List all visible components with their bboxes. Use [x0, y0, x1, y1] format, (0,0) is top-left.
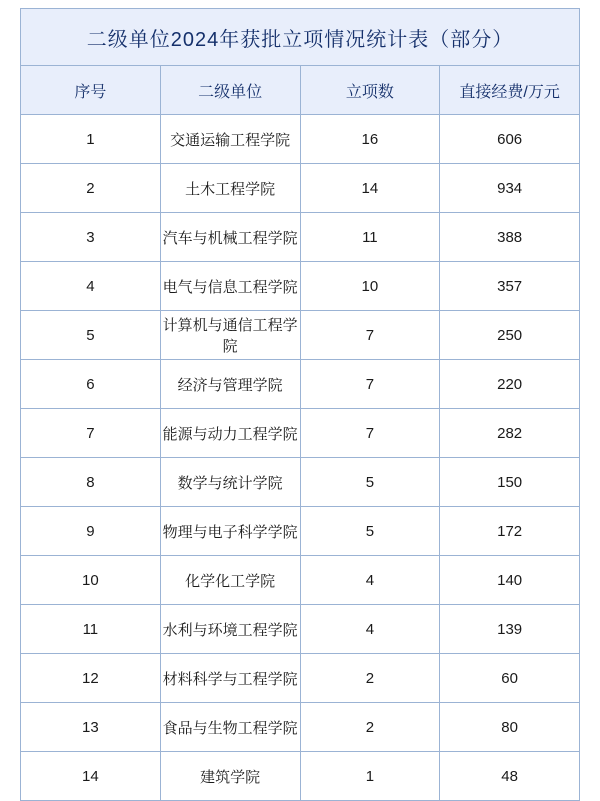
column-header-fund: 直接经费/万元 — [440, 66, 580, 115]
cell-index: 13 — [21, 703, 161, 752]
cell-fund: 606 — [440, 115, 580, 164]
cell-count: 1 — [300, 752, 440, 801]
cell-fund: 150 — [440, 458, 580, 507]
cell-fund: 357 — [440, 262, 580, 311]
cell-unit: 化学化工学院 — [160, 556, 300, 605]
cell-count: 5 — [300, 507, 440, 556]
cell-count: 2 — [300, 654, 440, 703]
cell-index: 2 — [21, 164, 161, 213]
table-row — [21, 311, 580, 360]
cell-unit: 水利与环境工程学院 — [160, 605, 300, 654]
cell-fund: 140 — [440, 556, 580, 605]
cell-fund: 250 — [440, 311, 580, 360]
cell-unit: 计算机与通信工程学院 — [160, 311, 300, 360]
table-row — [21, 507, 580, 556]
table-row — [21, 654, 580, 703]
table-row — [21, 605, 580, 654]
cell-fund: 60 — [440, 654, 580, 703]
statistics-table-container — [20, 8, 580, 801]
table-row — [21, 213, 580, 262]
table-row — [21, 752, 580, 801]
cell-index: 8 — [21, 458, 161, 507]
cell-count: 10 — [300, 262, 440, 311]
cell-unit: 数学与统计学院 — [160, 458, 300, 507]
cell-fund: 220 — [440, 360, 580, 409]
cell-fund: 139 — [440, 605, 580, 654]
cell-unit: 材料科学与工程学院 — [160, 654, 300, 703]
cell-unit: 经济与管理学院 — [160, 360, 300, 409]
cell-unit: 土木工程学院 — [160, 164, 300, 213]
table-row — [21, 115, 580, 164]
cell-fund: 388 — [440, 213, 580, 262]
column-header-count: 立项数 — [300, 66, 440, 115]
cell-count: 16 — [300, 115, 440, 164]
page-title: 二级单位2024年获批立项情况统计表（部分） — [21, 9, 580, 66]
cell-fund: 282 — [440, 409, 580, 458]
cell-unit: 汽车与机械工程学院 — [160, 213, 300, 262]
cell-index: 7 — [21, 409, 161, 458]
cell-count: 2 — [300, 703, 440, 752]
cell-count: 5 — [300, 458, 440, 507]
cell-index: 14 — [21, 752, 161, 801]
cell-unit: 能源与动力工程学院 — [160, 409, 300, 458]
cell-index: 4 — [21, 262, 161, 311]
cell-count: 7 — [300, 311, 440, 360]
cell-index: 6 — [21, 360, 161, 409]
table-row — [21, 164, 580, 213]
cell-index: 11 — [21, 605, 161, 654]
table-row — [21, 556, 580, 605]
cell-fund: 934 — [440, 164, 580, 213]
cell-index: 10 — [21, 556, 161, 605]
column-header-unit: 二级单位 — [160, 66, 300, 115]
cell-unit: 建筑学院 — [160, 752, 300, 801]
cell-fund: 80 — [440, 703, 580, 752]
cell-index: 12 — [21, 654, 161, 703]
table-row — [21, 703, 580, 752]
cell-index: 5 — [21, 311, 161, 360]
cell-count: 4 — [300, 605, 440, 654]
table-header-row — [21, 66, 580, 115]
cell-count: 7 — [300, 360, 440, 409]
cell-unit: 食品与生物工程学院 — [160, 703, 300, 752]
cell-index: 9 — [21, 507, 161, 556]
cell-fund: 48 — [440, 752, 580, 801]
cell-count: 4 — [300, 556, 440, 605]
cell-count: 11 — [300, 213, 440, 262]
cell-index: 1 — [21, 115, 161, 164]
cell-unit: 物理与电子科学学院 — [160, 507, 300, 556]
table-row — [21, 360, 580, 409]
table-row — [21, 458, 580, 507]
title-row — [21, 9, 580, 66]
cell-count: 7 — [300, 409, 440, 458]
table-row — [21, 262, 580, 311]
cell-unit: 电气与信息工程学院 — [160, 262, 300, 311]
cell-unit: 交通运输工程学院 — [160, 115, 300, 164]
cell-count: 14 — [300, 164, 440, 213]
table-body — [21, 9, 580, 801]
statistics-table — [20, 8, 580, 801]
cell-index: 3 — [21, 213, 161, 262]
table-row — [21, 409, 580, 458]
column-header-index: 序号 — [21, 66, 161, 115]
cell-fund: 172 — [440, 507, 580, 556]
